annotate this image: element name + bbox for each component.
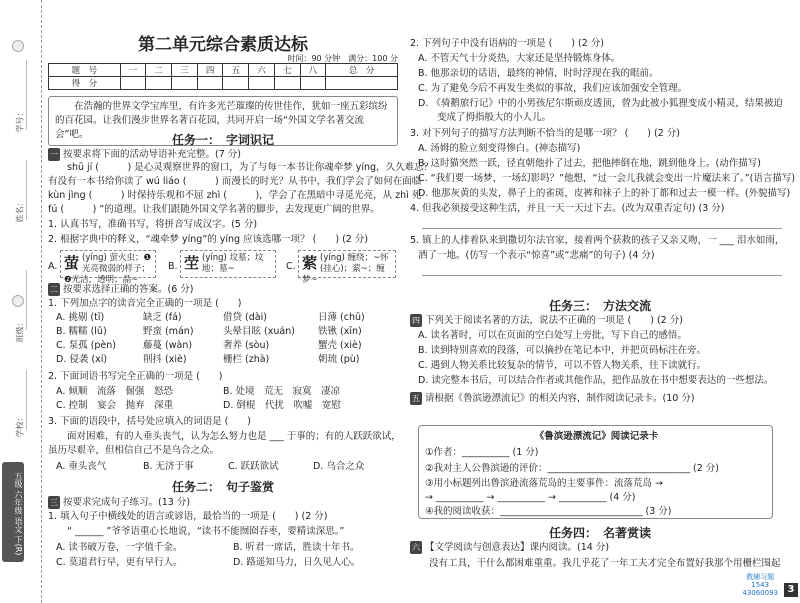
question-text: 按要求将下面的活动导语补充完整。(7 分) xyxy=(63,149,241,160)
option-line: B. 听君一席话，胜读十年书。 xyxy=(233,542,360,553)
punch-hole xyxy=(12,40,24,52)
question-2-heading xyxy=(48,283,193,296)
question-text: 【文学阅读与创意表达】课内阅读。(14 分) xyxy=(425,542,610,553)
dict-option-c xyxy=(298,250,396,285)
watermark-text: 43060093 xyxy=(742,589,778,597)
section-number-badge: 六 xyxy=(412,543,420,552)
question-text: 请根据《鲁滨逊漂流记》的相关内容，制作阅读记录卡。(10 分) xyxy=(425,393,695,404)
option-line: D. 倒棍 代扰 吹嘘 宽慰 xyxy=(223,400,341,411)
score-header-cell: 二 xyxy=(146,64,172,77)
passage-line: 虽历尽艰辛，但相信自己不是乌合之众。 xyxy=(48,445,220,456)
option-line: C. 遇到人物关系比较复杂的情节，可以不管人物关系，往下读就行。 xyxy=(418,360,707,371)
student-number-label: 学号： xyxy=(15,108,25,133)
question-4-heading xyxy=(410,314,683,327)
card-field-events[interactable]: ③用小标题列出鲁滨逊流落荒岛的主要事件：流落荒岛 → xyxy=(425,478,663,489)
dict-char: 萦 xyxy=(302,254,318,272)
question-3-heading xyxy=(48,496,190,509)
option-word: A. 垂头丧气 xyxy=(56,461,107,472)
score-header-cell: 七 xyxy=(274,64,300,77)
option-line: A. 挑剔 (tī) xyxy=(56,312,105,323)
score-header-cell: 五 xyxy=(223,64,249,77)
option-word: 栅栏 (zhà) xyxy=(223,354,270,365)
dict-char: 萤 xyxy=(64,254,80,272)
option-line: A. 不管天气十分炎热，大家还是坚持锻炼身体。 xyxy=(418,53,621,64)
passage-line: 面对困难，有的人垂头丧气，认为怎么努力也是 ___ 于事的；有的人跃跃欲试， xyxy=(48,431,401,442)
reading-record-card xyxy=(418,425,773,519)
subquestion: 3. 下面的语段中，括号处应填入的词语是 ( ) xyxy=(48,416,252,427)
option-line: D. 他那灰黄的头发，鼻子上的雀斑，皮裤和袜子上的补丁都和过去一模一样。(外貌描写) xyxy=(418,188,791,199)
subquestion: 2. 下面词语书写完全正确的一项是 ( ) xyxy=(48,371,223,382)
task4-heading: 任务四： 名著赏读 xyxy=(548,526,651,540)
answer-line[interactable] xyxy=(422,275,782,276)
option-word: 日薄 (chū) xyxy=(318,312,365,323)
option-word: D. 乌合之众 xyxy=(313,461,365,472)
task3-heading: 任务三： 方法交流 xyxy=(548,299,651,313)
option-word: 借贷 (dài) xyxy=(223,312,267,323)
option-word: 削抖 (xiè) xyxy=(143,354,187,365)
punch-hole xyxy=(12,295,24,307)
task1-heading: 任务一： 字词识记 xyxy=(171,133,274,147)
score-cell[interactable] xyxy=(300,77,326,90)
section-number-badge: 四 xyxy=(412,316,420,325)
passage-line: kùn jìng ( ) 时保持乐观和不屈 zhì ( )，学会了在黑暗中寻觅光亮，从 zhì 死 xyxy=(48,190,422,201)
score-cell[interactable] xyxy=(172,77,198,90)
dict-definition: (yíng) 坟墓；坟地；墓~ xyxy=(202,253,264,274)
score-cell[interactable] xyxy=(274,77,300,90)
option-word: 蟹壳 (xiè) xyxy=(318,340,362,351)
option-line: C. 莫道君行早，更有早行人。 xyxy=(56,557,183,568)
card-field-evaluation[interactable]: ②我对主人公鲁滨逊的评价：______________________________ (2 分) xyxy=(425,463,720,474)
card-field-harvest[interactable]: ④我的阅读收获：______________________________ (3 分) xyxy=(425,506,672,517)
passage-line: 没有工具，干什么都困难重重。我几乎花了一年工夫才完全布置好我那个用栅栏围起 xyxy=(410,558,781,569)
option-word: C. 跃跃欲试 xyxy=(228,461,279,472)
blank-line xyxy=(26,370,27,430)
score-cell[interactable] xyxy=(146,77,172,90)
school-label: 学校： xyxy=(15,413,25,438)
passage-line: “ ______ ”爷爷语重心长地说，“读书不能囫囵吞枣，要精读深思。” xyxy=(48,526,345,537)
score-header-cell: 三 xyxy=(172,64,198,77)
subquestion: 1. 填入句子中横线处的语言或谚语，最恰当的一项是 ( ) (2 分) xyxy=(48,511,328,522)
subquestion: 3. 对下列句子的描写方法判断不恰当的是哪一项？ ( ) (2 分) xyxy=(410,128,681,139)
option-line: B. 处境 荒无 寂寞 凄凉 xyxy=(223,386,341,397)
option-c-label: C. xyxy=(286,261,296,272)
option-line: C. 泵孤 (pèn) xyxy=(56,340,117,351)
option-line: C. 为了避免今后不再发生类似的事故，我们应该加强安全管理。 xyxy=(418,83,688,94)
option-word: 朝琉 (pù) xyxy=(318,354,360,365)
score-cell[interactable] xyxy=(249,77,275,90)
class-label: 班级： xyxy=(15,318,25,343)
score-header-cell: 四 xyxy=(197,64,223,77)
name-label: 姓名： xyxy=(15,198,25,223)
card-field-events-cont[interactable]: → __________ → __________ → __________ (4 分) xyxy=(425,492,636,503)
subquestion: 1. 下列加点字的读音完全正确的一项是 ( ) xyxy=(48,298,242,309)
option-word: 奢养 (sòu) xyxy=(223,340,270,351)
subquestion: 5. 镇上的人排着队来到撒切尔法官家，接着两个获救的孩子又亲又吻，一 ___ 泪水如雨， xyxy=(410,235,785,246)
option-line: B. 他那亲切的话语，最终的神情，时时浮现在我的眼前。 xyxy=(418,68,659,79)
time-score-meta: 时间：90 分钟 满分：100 分 xyxy=(287,54,398,63)
grade-subject-tab: 五级 六年级 语文 下(R) xyxy=(2,462,24,562)
dict-definition: (yíng) 萤火虫；❶光亮微弱的样子；❷光洁，透明；晶~ xyxy=(64,253,152,285)
option-line: 变成了拇指般大的小人儿。 xyxy=(418,112,552,123)
question-1-heading xyxy=(48,148,241,161)
passage-line: fú ( ) ”的道理。让我们跟随外国文学名著的脚步，去发现更广阔的世界。 xyxy=(48,204,380,215)
option-word: 头晕目眩 (xuán) xyxy=(223,326,295,337)
section-number-badge: 五 xyxy=(412,394,420,403)
option-b-label: B. xyxy=(168,261,178,272)
option-word: 野蛮 (mán) xyxy=(143,326,194,337)
option-a-label: A. xyxy=(48,261,58,272)
option-line: B. 读到特别喜欢的段落，可以摘抄在笔记本中，并把页码标注在旁。 xyxy=(418,345,707,356)
page-title: 第二单元综合素质达标 xyxy=(138,35,308,55)
question-text: 按要求选择正确的答案。(6 分) xyxy=(63,284,194,295)
score-cell[interactable] xyxy=(197,77,223,90)
question-text: 按要求完成句子练习。(13 分) xyxy=(63,497,191,508)
blank-line xyxy=(26,160,27,220)
option-line: D. 《骑鹅旅行记》中的小男孩尼尔斯顽皮透顶，曾为此被小狐狸变成小精灵，结果被迫 xyxy=(418,98,783,109)
option-line: B. 这时猫突然一跃，径直朝他扑了过去，把他摔倒在地，跳到他身上。(动作描写) xyxy=(418,158,761,169)
watermark-logo xyxy=(742,573,778,597)
option-line: A. 读名著时，可以在页面的空白处写上旁批，写下自己的感悟。 xyxy=(418,330,687,341)
dict-option-b xyxy=(180,250,276,278)
intro-box: 在浩瀚的世界文学宝库里，有许多光芒璀璨的传世佳作，犹如一座五彩缤纷的百花园。让我们漫步世界名著百花园，共同开启一场“外国文学名著交流会”吧。 xyxy=(48,96,398,146)
option-line: D. 侵袭 (xí) xyxy=(56,354,108,365)
blank-line xyxy=(26,270,27,330)
score-cell[interactable] xyxy=(326,77,398,90)
card-title: 《鲁滨逊漂流记》阅读记录卡 xyxy=(534,431,659,442)
passage-line: shū jí ( ) 是心灵观察世界的窗口，为了与每一本书让你魂牵梦 yíng，久久难忘？ xyxy=(48,162,434,173)
option-line: C. 控制 宴会 抛弃 深重 xyxy=(56,400,174,411)
option-line: D. 读完整本书后，可以结合作者或其他作品，把作品放在书中想要表达的一些想法。 xyxy=(418,375,774,386)
page-number: 3 xyxy=(784,583,798,597)
option-word: 铁锹 (xīn) xyxy=(318,326,362,337)
blank-line xyxy=(26,60,27,130)
subquestion: 2. 下列句子中没有语病的一项是 ( ) (2 分) xyxy=(410,38,605,49)
option-line: A. 汤姆的脸立刻变得惨白。(神态描写) xyxy=(418,143,581,154)
section-number-badge: 三 xyxy=(50,498,58,507)
option-line: D. 路遥知马力，日久见人心。 xyxy=(233,557,361,568)
score-header-cell: 总 分 xyxy=(326,64,398,77)
watermark-text: 教辅习题 xyxy=(746,573,775,581)
score-header-cell: 六 xyxy=(249,64,275,77)
section-number-badge: 一 xyxy=(50,150,58,159)
passage-line: 有没有一本书给你读了 wú liáo ( ) 而漫长的时光？从书中，我们学会了如何在面临 xyxy=(48,176,422,187)
score-row-label: 得 分 xyxy=(49,77,121,90)
score-header-cell: 题 号 xyxy=(49,64,121,77)
option-word: 缺乏 (fá) xyxy=(143,312,182,323)
card-field-author[interactable]: ①作者：__________ (1 分) xyxy=(425,447,539,458)
option-word: 藤蔓 (wàn) xyxy=(143,340,193,351)
watermark-text: 1543 xyxy=(751,581,770,589)
answer-line[interactable] xyxy=(422,228,782,229)
dict-option-a xyxy=(60,250,156,285)
option-line: A. 倾顺 流落 倔强 怒恐 xyxy=(56,386,173,397)
subquestion: 4. 但我必须接受这种生活，并且一天一天过下去。(改为双重否定句) (3 分) xyxy=(410,203,725,214)
question-text: 下列关于阅读名著的方法，说法不正确的一项是 ( ) (2 分) xyxy=(425,315,683,326)
option-line: B. 糯糯 (lǔ) xyxy=(56,326,107,337)
subquestion: 1. 认真书写，准确书写，将拼音写成汉字。(5 分) xyxy=(48,219,258,230)
subquestion: 2. 根据字典中的释义，“魂牵梦 yíng”的 yíng 应该选哪一项？ ( ) (2 分) xyxy=(48,234,369,245)
score-header-cell: 一 xyxy=(120,64,146,77)
task2-heading: 任务二： 句子鉴赏 xyxy=(171,480,274,494)
score-cell[interactable] xyxy=(223,77,249,90)
option-line: A. 读书破万卷，一字值千金。 xyxy=(56,542,183,553)
dict-char: 茔 xyxy=(184,254,200,272)
score-table xyxy=(48,63,398,90)
section-number-badge: 二 xyxy=(50,285,58,294)
option-line: C. “我们要一场梦，一场幻影吗？”他想，“过一会儿我就会变出一片魔法来了。”(语言描写) xyxy=(418,173,796,184)
question-5-heading xyxy=(410,392,695,405)
score-header-cell: 八 xyxy=(300,64,326,77)
subquestion: 洒了一地。(仿写一个表示“惊喜”或“悲痛”的句子) (4 分) xyxy=(418,250,655,261)
dict-definition: (yíng) 缠绕；~怀(挂心)；萦~；缠梦~ xyxy=(302,253,389,285)
binding-strip xyxy=(0,0,42,603)
question-6-heading xyxy=(410,541,609,554)
score-cell[interactable] xyxy=(120,77,146,90)
option-word: B. 无济于事 xyxy=(143,461,194,472)
